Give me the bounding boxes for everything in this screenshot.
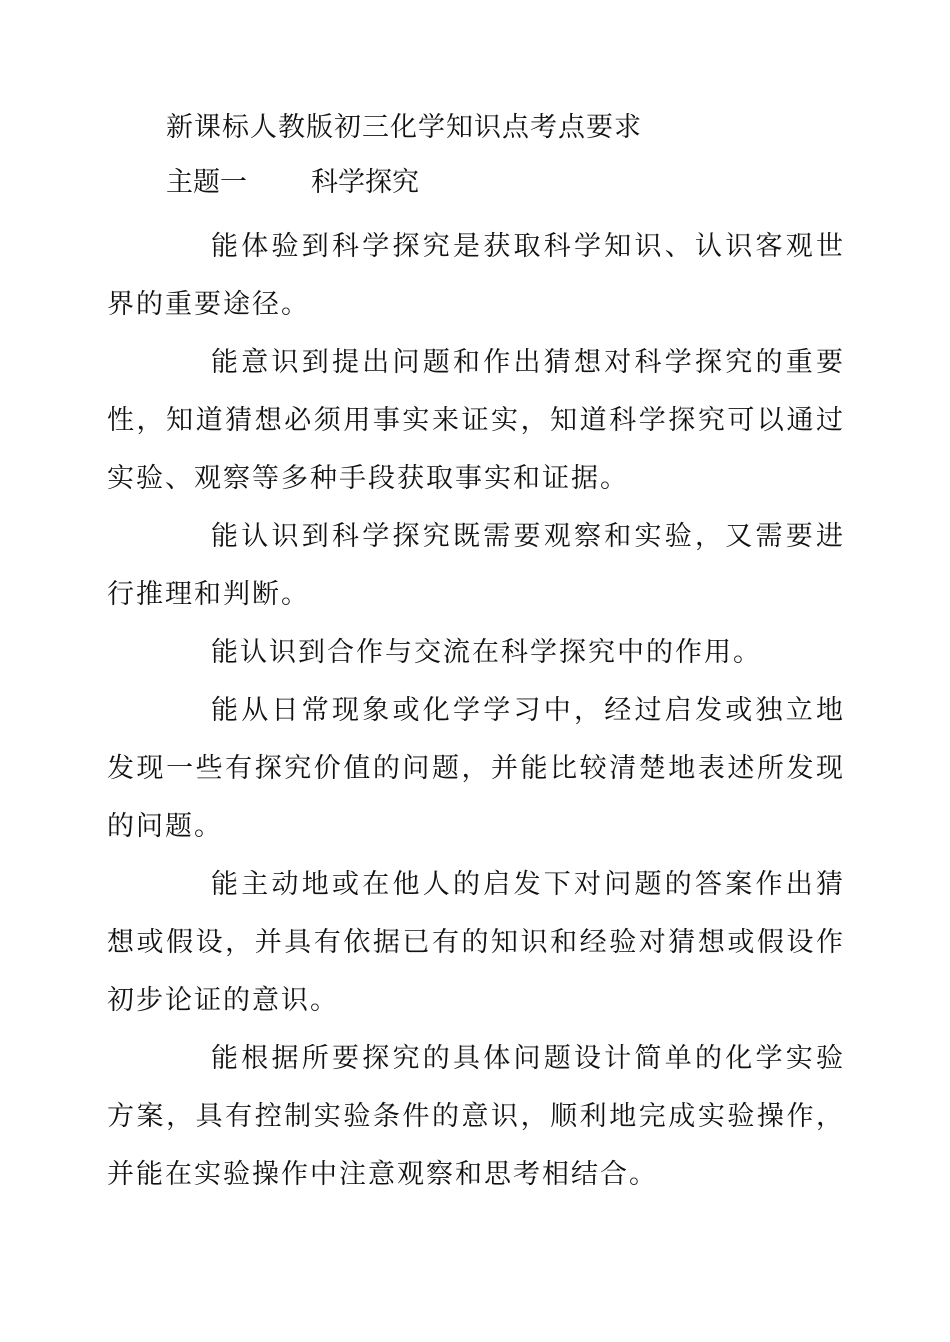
document-title: 新课标人教版初三化学知识点考点要求 (166, 112, 642, 143)
theme-name: 科学探究 (311, 167, 419, 198)
theme-label: 主题一 (166, 167, 247, 198)
document-body (107, 218, 845, 1204)
paragraph: 能认识到科学探究既需要观察和实验，又需要进行推理和判断。 (107, 521, 845, 610)
paragraph: 能从日常现象或化学学习中，经过启发或独立地发现一些有探究价值的问题，并能比较清楚地表述所发现的问题。 (107, 695, 845, 842)
paragraph: 能主动地或在他人的启发下对问题的答案作出猜想或假设，并具有依据已有的知识和经验对猜想或假设作初步论证的意识。 (107, 869, 845, 1016)
theme-heading (166, 163, 419, 203)
paragraph: 能认识到合作与交流在科学探究中的作用。 (211, 637, 762, 668)
paragraph: 能根据所要探究的具体问题设计简单的化学实验方案，具有控制实验条件的意识，顺利地完成实验操作，并能在实验操作中注意观察和思考相结合。 (107, 1043, 845, 1190)
paragraph: 能体验到科学探究是获取科学知识、认识客观世界的重要途径。 (107, 231, 845, 320)
paragraph: 能意识到提出问题和作出猜想对科学探究的重要性，知道猜想必须用事实来证实，知道科学探究可以通过实验、观察等多种手段获取事实和证据。 (107, 347, 845, 494)
